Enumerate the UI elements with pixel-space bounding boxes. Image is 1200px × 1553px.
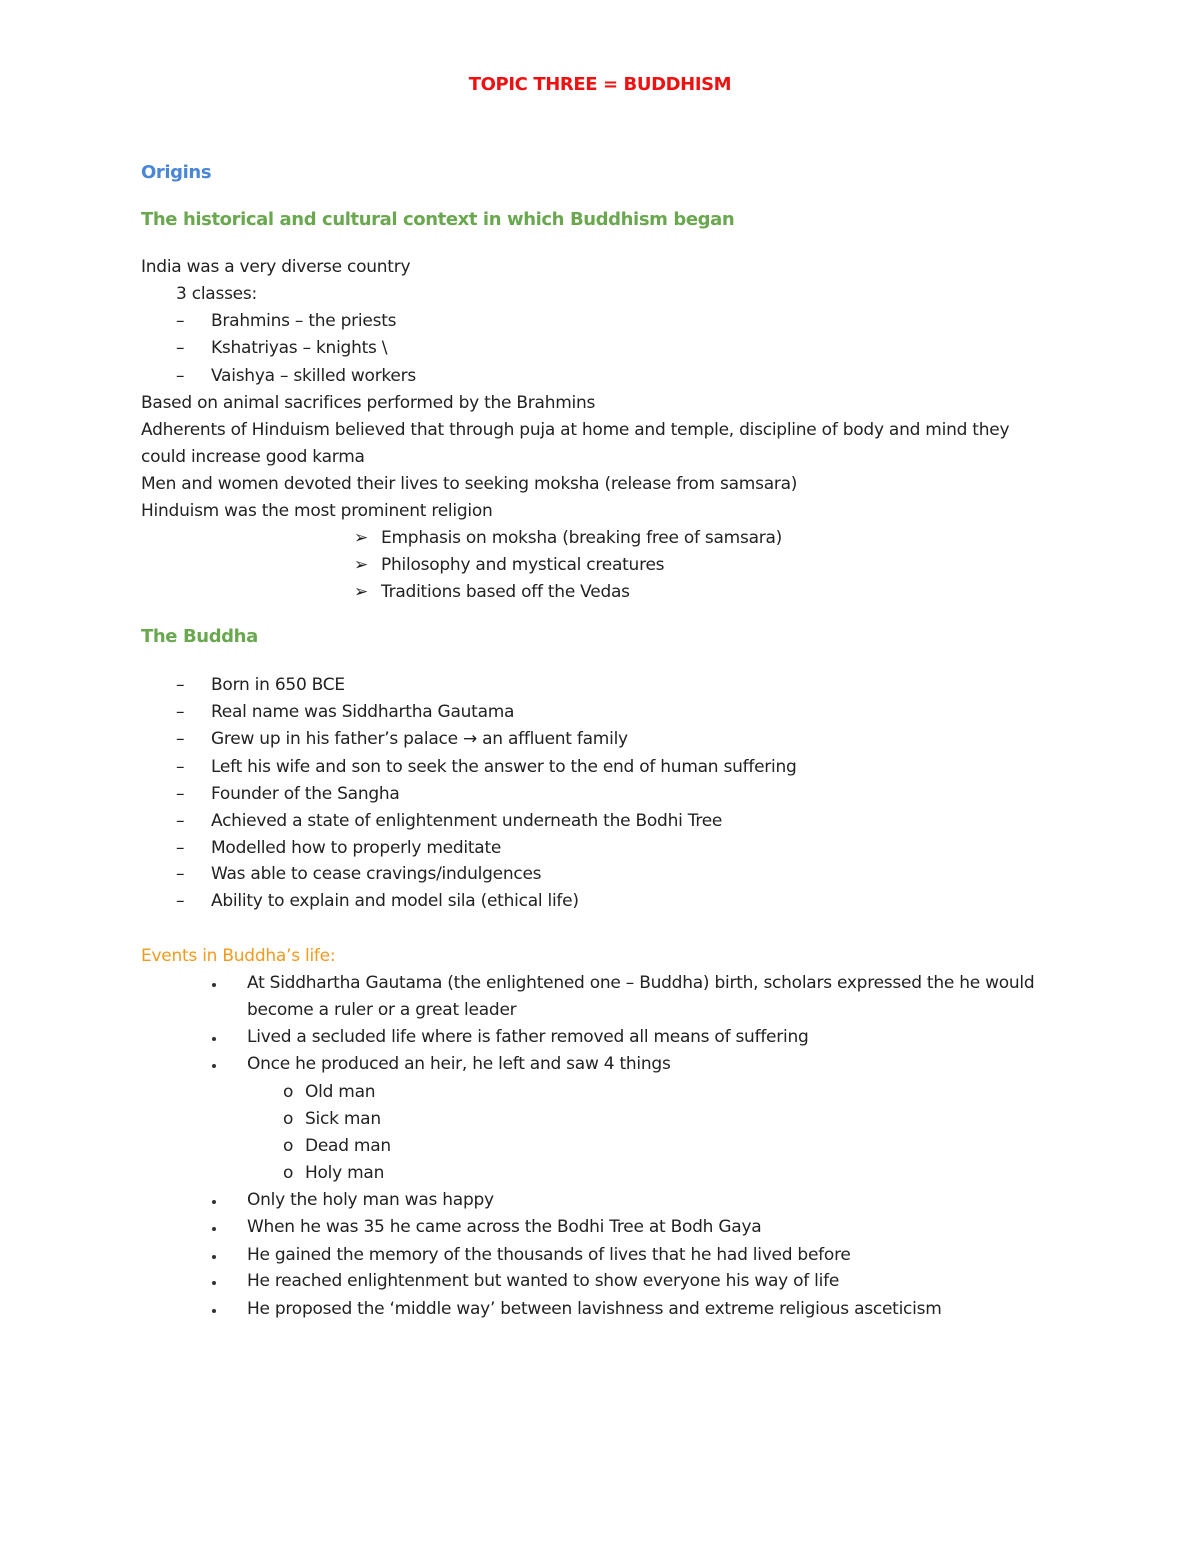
dash-bullet-icon: –: [176, 757, 185, 777]
arrow-bullet-icon: ➢: [354, 555, 368, 575]
dash-bullet-icon: –: [176, 864, 185, 884]
buddha-fact: Was able to cease cravings/indulgences: [211, 864, 542, 884]
event-item: He proposed the ‘middle way’ between lavishness and extreme religious asceticism: [247, 1299, 942, 1319]
arrow-item: Traditions based off the Vedas: [381, 582, 630, 602]
dash-bullet-icon: –: [176, 702, 185, 722]
buddha-fact: Born in 650 BCE: [211, 675, 345, 695]
event-item: He gained the memory of the thousands of lives that he had lived before: [247, 1245, 851, 1265]
arrow-bullet-icon: ➢: [354, 582, 368, 602]
dash-bullet-icon: –: [176, 338, 185, 358]
paragraph-line: Adherents of Hinduism believed that through puja at home and temple, discipline of body and mind they: [141, 420, 1010, 440]
heading-origins: Origins: [141, 162, 212, 183]
circle-bullet-icon: o: [283, 1082, 294, 1102]
buddha-fact: Grew up in his father’s palace → an affluent family: [211, 729, 628, 749]
classes-label: 3 classes:: [176, 284, 257, 304]
intro-line: India was a very diverse country: [141, 257, 411, 277]
dot-bullet-icon: [212, 1255, 216, 1259]
circle-bullet-icon: o: [283, 1109, 294, 1129]
dash-bullet-icon: –: [176, 675, 185, 695]
arrow-item: Emphasis on moksha (breaking free of samsara): [381, 528, 783, 548]
paragraph-line: could increase good karma: [141, 447, 365, 467]
class-item: Vaishya – skilled workers: [211, 366, 416, 386]
circle-bullet-icon: o: [283, 1163, 294, 1183]
four-things-item: Sick man: [305, 1109, 381, 1129]
dot-bullet-icon: [212, 1064, 216, 1068]
buddha-fact: Ability to explain and model sila (ethical life): [211, 891, 579, 911]
dot-bullet-icon: [212, 1200, 216, 1204]
buddha-fact: Achieved a state of enlightenment underneath the Bodhi Tree: [211, 811, 723, 831]
dash-bullet-icon: –: [176, 366, 185, 386]
event-item-continued: become a ruler or a great leader: [247, 1000, 517, 1020]
four-things-item: Dead man: [305, 1136, 391, 1156]
dash-bullet-icon: –: [176, 891, 185, 911]
dash-bullet-icon: –: [176, 811, 185, 831]
document-title: TOPIC THREE = BUDDHISM: [468, 74, 732, 95]
class-item: Kshatriyas – knights \: [211, 338, 388, 358]
circle-bullet-icon: o: [283, 1136, 294, 1156]
paragraph-line: Hinduism was the most prominent religion: [141, 501, 493, 521]
buddha-fact: Real name was Siddhartha Gautama: [211, 702, 515, 722]
dash-bullet-icon: –: [176, 784, 185, 804]
dash-bullet-icon: –: [176, 838, 185, 858]
buddha-fact: Modelled how to properly meditate: [211, 838, 502, 858]
four-things-item: Old man: [305, 1082, 376, 1102]
event-item: Lived a secluded life where is father removed all means of suffering: [247, 1027, 809, 1047]
class-item: Brahmins – the priests: [211, 311, 397, 331]
dash-bullet-icon: –: [176, 311, 185, 331]
dot-bullet-icon: [212, 1037, 216, 1041]
dot-bullet-icon: [212, 1281, 216, 1285]
arrow-bullet-icon: ➢: [354, 528, 368, 548]
dot-bullet-icon: [212, 1309, 216, 1313]
event-item: When he was 35 he came across the Bodhi Tree at Bodh Gaya: [247, 1217, 762, 1237]
event-item: Once he produced an heir, he left and saw 4 things: [247, 1054, 671, 1074]
event-item: At Siddhartha Gautama (the enlightened one – Buddha) birth, scholars expressed the he would: [247, 973, 1035, 993]
heading-events: Events in Buddha’s life:: [141, 946, 336, 966]
paragraph-line: Men and women devoted their lives to seeking moksha (release from samsara): [141, 474, 798, 494]
arrow-item: Philosophy and mystical creatures: [381, 555, 665, 575]
heading-the-buddha: The Buddha: [141, 626, 258, 647]
subheading-context: The historical and cultural context in which Buddhism began: [141, 209, 735, 230]
buddha-fact: Left his wife and son to seek the answer to the end of human suffering: [211, 757, 797, 777]
buddha-fact: Founder of the Sangha: [211, 784, 400, 804]
event-item: He reached enlightenment but wanted to show everyone his way of life: [247, 1271, 840, 1291]
dot-bullet-icon: [212, 1227, 216, 1231]
dash-bullet-icon: –: [176, 729, 185, 749]
dot-bullet-icon: [212, 983, 216, 987]
event-item: Only the holy man was happy: [247, 1190, 494, 1210]
paragraph-line: Based on animal sacrifices performed by the Brahmins: [141, 393, 596, 413]
four-things-item: Holy man: [305, 1163, 385, 1183]
